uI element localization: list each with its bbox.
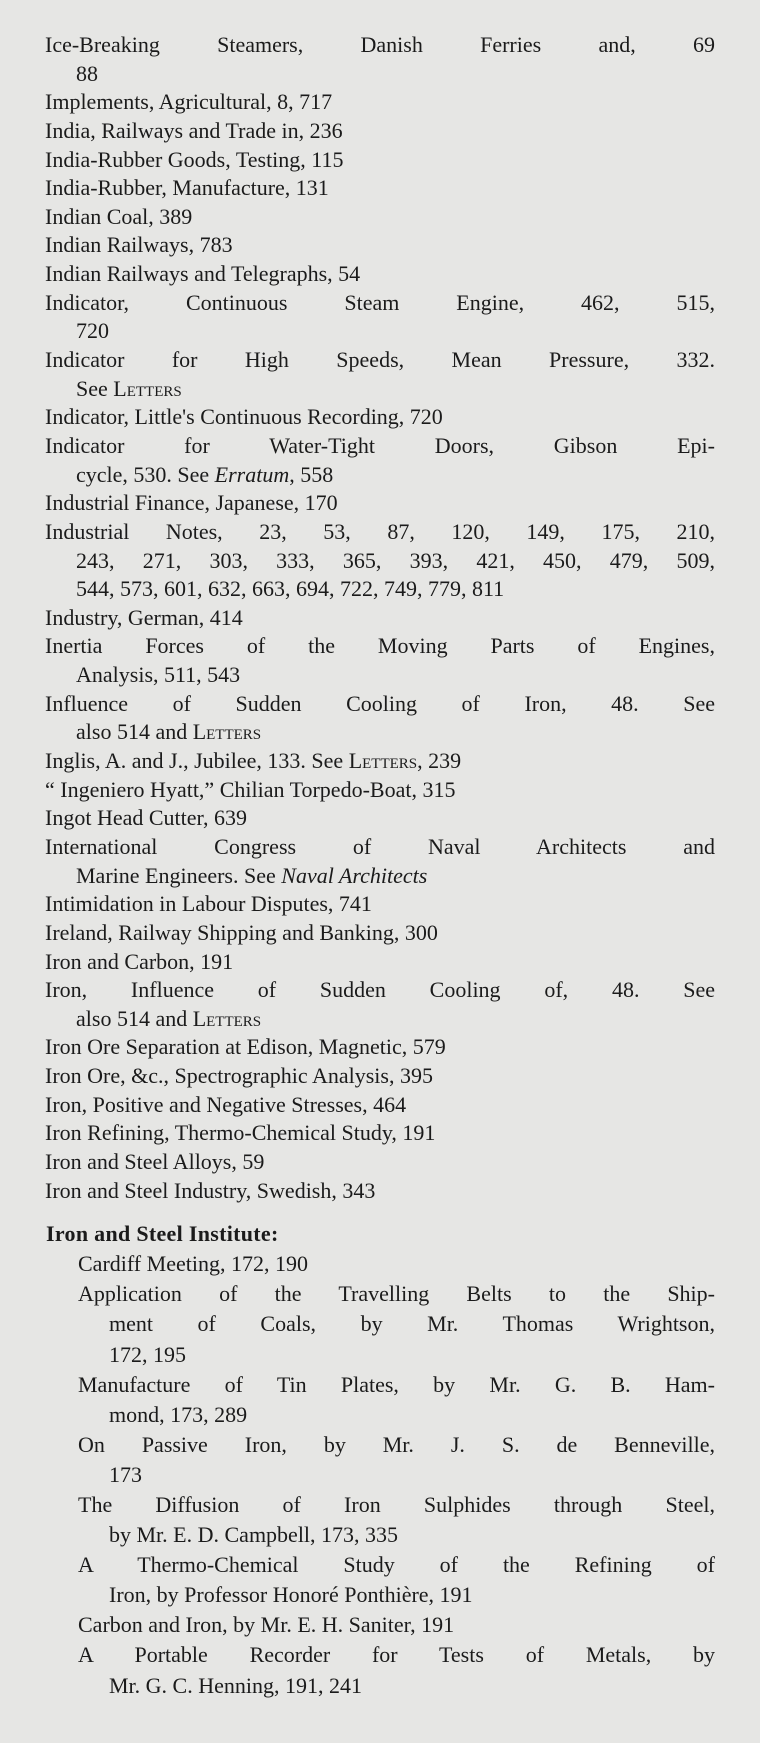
index-entry [0,146,760,175]
entry-line: A Portable Recorder for Tests of Metals, by [78,1642,715,1668]
entry-line: Indian Railways, 783 [45,232,233,258]
entry-continuation-line: by Mr. E. D. Campbell, 173, 335 [109,1522,399,1548]
index-entry [0,1490,760,1550]
index-entry [0,174,760,203]
entry-line: Industrial Notes, 23, 53, 87, 120, 149, 175, 210, [45,518,715,544]
entry-continuation-line: 720 [76,318,109,344]
entry-continuation-line [76,375,715,404]
section-subentries [0,1249,760,1700]
entry-continuation-line: ment of Coals, by Mr. Thomas Wrightson, [109,1311,715,1337]
entry-continuation-line: Iron, by Professor Honoré Ponthière, 191 [109,1582,473,1608]
entry-line: Iron and Steel Industry, Swedish, 343 [45,1177,376,1203]
index-entry [0,1033,760,1062]
index-entry [0,1279,760,1369]
entry-continuation-line: 544, 573, 601, 632, 663, 694, 722, 749, 779, 811 [76,576,505,602]
entry-continuation-line: mond, 173, 289 [109,1401,248,1427]
entry-line: India-Rubber, Manufacture, 131 [45,175,329,201]
index-entry [0,804,760,833]
index-entry [0,1550,760,1610]
index-entry [0,231,760,260]
entry-continuation-line [76,718,715,747]
index-entry [0,1119,760,1148]
entry-text: also 514 and [76,1005,193,1031]
index-entry [0,518,760,604]
entry-text: also 514 and [76,719,193,745]
index-entry [0,890,760,919]
entry-continuation-line: 173 [109,1461,142,1487]
index-entry [0,776,760,805]
index-entry [0,432,760,489]
entry-line: Intimidation in Labour Disputes, 741 [45,891,372,917]
entry-line: Influence of Sudden Cooling of Iron, 48. See [45,690,715,716]
index-entries [0,31,760,1205]
entry-line: Iron Refining, Thermo-Chemical Study, 191 [45,1120,436,1146]
entry-line: Iron and Steel Alloys, 59 [45,1148,265,1174]
entry-line: Indicator, Little's Continuous Recording, 720 [45,404,443,430]
entry-line: The Diffusion of Iron Sulphides through Steel, [78,1492,715,1518]
entry-line: On Passive Iron, by Mr. J. S. de Benneville, [78,1431,715,1457]
entry-line: Ice-Breaking Steamers, Danish Ferries and, 69 [45,32,715,57]
index-entry [0,489,760,518]
index-entry [0,919,760,948]
index-page [0,31,760,1701]
cross-reference-smallcaps: Letters [192,719,262,745]
entry-line: Carbon and Iron, by Mr. E. H. Saniter, 191 [78,1612,455,1638]
entry-text: See [76,375,114,401]
entry-line: Iron and Carbon, 191 [45,948,234,974]
entry-line: Indicator, Continuous Steam Engine, 462, 515, [45,289,715,315]
index-entry [0,1091,760,1120]
index-entry [0,1370,760,1430]
entry-continuation-line: Analysis, 511, 543 [76,662,241,688]
index-entry [0,1640,760,1700]
entry-line: Industry, German, 414 [45,604,243,630]
entry-line: Indian Coal, 389 [45,203,193,229]
entry-line: Application of the Travelling Belts to the Ship- [78,1281,715,1307]
entry-text: Marine Engineers. See [76,862,282,888]
entry-line: Implements, Agricultural, 8, 717 [45,89,333,115]
index-entry [0,690,760,747]
index-entry [0,976,760,1033]
entry-continuation-line: 172, 195 [109,1341,186,1367]
entry-line: Indian Railways and Telegraphs, 54 [45,261,361,287]
entry-continuation-line [76,862,715,891]
entry-line: India, Railways and Trade in, 236 [45,117,343,143]
index-entry [0,604,760,633]
entry-line: Iron Ore Separation at Edison, Magnetic, 579 [45,1034,446,1060]
entry-line: Inertia Forces of the Moving Parts of Engines, [45,633,715,659]
cross-reference-smallcaps: Letters [348,748,418,774]
entry-line: Ingot Head Cutter, 639 [45,805,247,831]
entry-line: Cardiff Meeting, 172, 190 [78,1251,308,1277]
entry-line: Manufacture of Tin Plates, by Mr. G. B. Ham- [78,1371,715,1397]
cross-reference-smallcaps: Letters [192,1005,262,1031]
entry-line: Iron, Positive and Negative Stresses, 464 [45,1091,407,1117]
entry-line: Iron, Influence of Sudden Cooling of, 48. See [45,977,715,1003]
entry-continuation-line: 243, 271, 303, 333, 365, 393, 421, 450, 479, 509, [76,547,715,573]
index-entry [0,948,760,977]
cross-reference-italic: Naval Architects [281,862,428,888]
entry-line: Indicator for High Speeds, Mean Pressure, 332. [45,347,715,373]
entry-continuation-line: 88 [76,60,98,86]
entry-line: International Congress of Naval Architects and [45,833,715,859]
entry-continuation-line [76,1005,715,1034]
index-entry [0,203,760,232]
entry-line: Iron Ore, &c., Spectrographic Analysis, 395 [45,1063,433,1089]
index-entry [0,747,760,776]
index-entry [0,403,760,432]
index-entry [0,1148,760,1177]
index-entry [0,833,760,890]
entry-line: A Thermo-Chemical Study of the Refining of [78,1552,715,1578]
entry-text: cycle, 530. See [76,461,215,487]
entry-text: , 239 [417,748,462,774]
index-entry [0,1062,760,1091]
index-entry [0,1249,760,1279]
entry-line: Ireland, Railway Shipping and Banking, 300 [45,919,438,945]
index-entry [0,260,760,289]
entry-line: India-Rubber Goods, Testing, 115 [45,146,344,172]
index-entry [0,346,760,403]
cross-reference-italic: Erratum [214,461,290,487]
index-entry [0,1430,760,1490]
index-entry [0,31,760,88]
entry-line: Indicator for Water-Tight Doors, Gibson Epi- [45,432,715,458]
entry-line: “ Ingeniero Hyatt,” Chilian Torpedo-Boat, 315 [45,776,456,802]
index-entry [0,632,760,689]
entry-text: , 558 [289,461,334,487]
entry-continuation-line [76,461,715,490]
index-entry [0,289,760,346]
entry-continuation-line: Mr. G. C. Henning, 191, 241 [109,1672,362,1698]
cross-reference-smallcaps: Letters [113,375,182,401]
index-entry [0,1177,760,1206]
section-heading: Iron and Steel Institute: [46,1221,279,1247]
index-entry [0,117,760,146]
entry-line: Industrial Finance, Japanese, 170 [45,490,338,516]
entry-text: Inglis, A. and J., Jubilee, 133. See [45,748,349,774]
index-entry [0,88,760,117]
entry-line [45,747,715,776]
index-entry [0,1610,760,1640]
